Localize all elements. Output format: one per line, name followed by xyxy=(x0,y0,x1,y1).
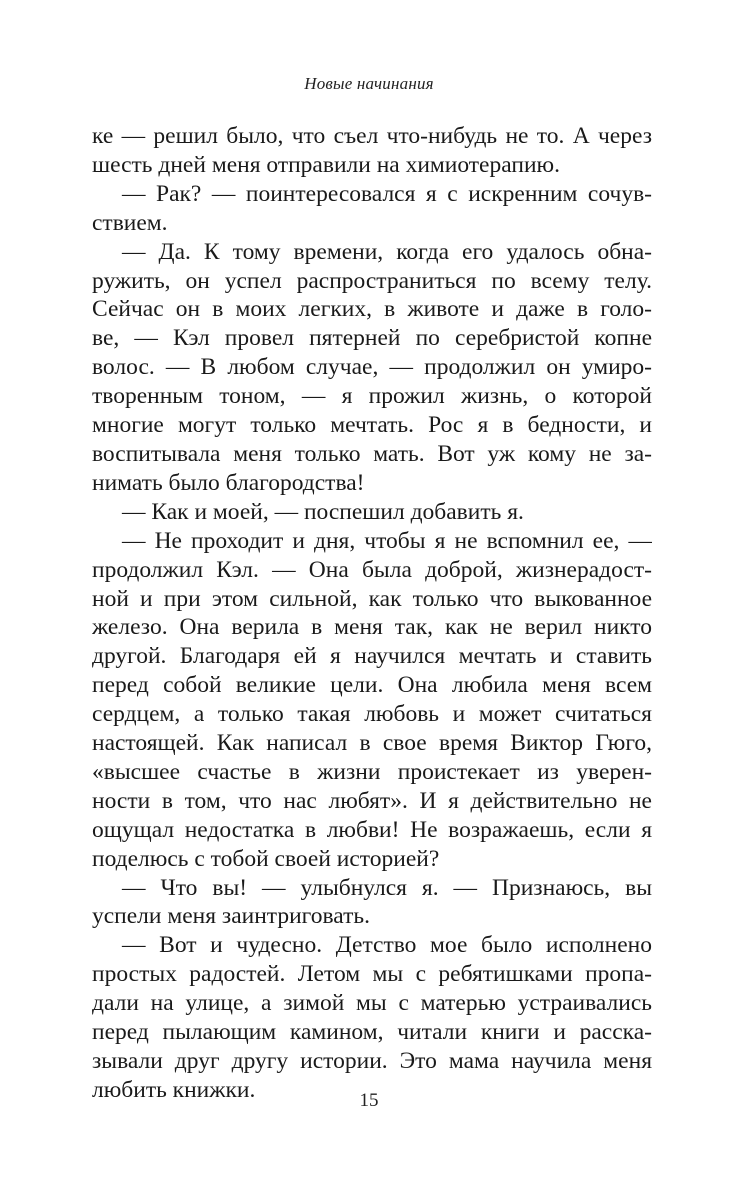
text-line: — Вот и чудесно. Детство мое было исполнено xyxy=(122,932,652,959)
text-line: творенным тоном, — я прожил жизнь, о которой xyxy=(92,383,652,410)
text-line: сердцем, а только такая любовь и может считаться xyxy=(92,701,652,728)
text-line: ве, — Кэл провел пятерней по серебристой копне xyxy=(92,325,652,352)
text-line: железо. Она верила в меня так, как не верил никто xyxy=(92,614,652,641)
text-line: ной и при этом сильной, как только что выкованное xyxy=(92,585,652,612)
text-line: — Да. К тому времени, когда его удалось обна- xyxy=(122,238,652,265)
text-line: любить книжки. xyxy=(92,1076,256,1103)
text-line: ствием. xyxy=(92,209,168,236)
paragraph xyxy=(92,527,652,874)
page-number: 15 xyxy=(359,1090,379,1111)
text-line: перед пылающим камином, читали книги и расска- xyxy=(92,1019,652,1046)
text-line: успели меня заинтриговать. xyxy=(92,903,370,930)
paragraph xyxy=(92,498,652,527)
text-line: многие могут только мечтать. Рос я в бедности, и xyxy=(92,412,652,439)
paragraph xyxy=(92,238,652,498)
text-line: поделюсь с тобой своей историей? xyxy=(92,845,440,872)
text-line: другой. Благодаря ей я научился мечтать и ставить xyxy=(92,643,652,670)
text-line: ности в том, что нас любят». И я действительно не xyxy=(92,787,652,814)
text-line: шесть дней меня отправили на химиотерапию. xyxy=(92,151,560,178)
text-line: — Не проходит и дня, чтобы я не вспомнил ее, — xyxy=(122,527,652,554)
text-line: ощущал недостатка в любви! Не возражаешь, если я xyxy=(92,816,652,843)
text-line: — Что вы! — улыбнулся я. — Признаюсь, вы xyxy=(122,874,652,901)
text-line: перед собой великие цели. Она любила меня всем xyxy=(92,672,652,699)
text-line: простых радостей. Летом мы с ребятишками пропа- xyxy=(92,961,652,988)
paragraph xyxy=(92,122,652,180)
text-line: ружить, он успел распространиться по всему телу. xyxy=(92,267,652,294)
text-line: воспитывала меня только мать. Вот уж кому не за- xyxy=(92,440,652,467)
text-line: — Рак? — поинтересовался я с искренним сочув- xyxy=(122,180,652,207)
text-line: дали на улице, а зимой мы с матерью устраивались xyxy=(92,990,652,1017)
text-line: ке — решил было, что съел что-нибудь не то. А через xyxy=(92,123,652,149)
text-line: «высшее счастье в жизни проистекает из уверен- xyxy=(92,758,652,785)
text-line: Сейчас он в моих легких, в животе и даже в голо- xyxy=(92,296,652,323)
text-line: продолжил Кэл. — Она была доброй, жизнерадост- xyxy=(92,556,652,583)
text-line: волос. — В любом случае, — продолжил он умиро- xyxy=(92,354,652,381)
paragraph xyxy=(92,180,652,238)
paragraph xyxy=(92,874,652,932)
text-line: — Как и моей, — поспешил добавить я. xyxy=(122,498,524,525)
body-text xyxy=(92,122,652,1105)
text-line: зывали друг другу истории. Это мама научила меня xyxy=(92,1048,652,1074)
paragraph xyxy=(92,931,652,1104)
text-line: настоящей. Как написал в свое время Виктор Гюго, xyxy=(92,730,652,757)
text-line: нимать было благородства! xyxy=(92,469,365,496)
running-head: Новые начинания xyxy=(304,74,434,93)
